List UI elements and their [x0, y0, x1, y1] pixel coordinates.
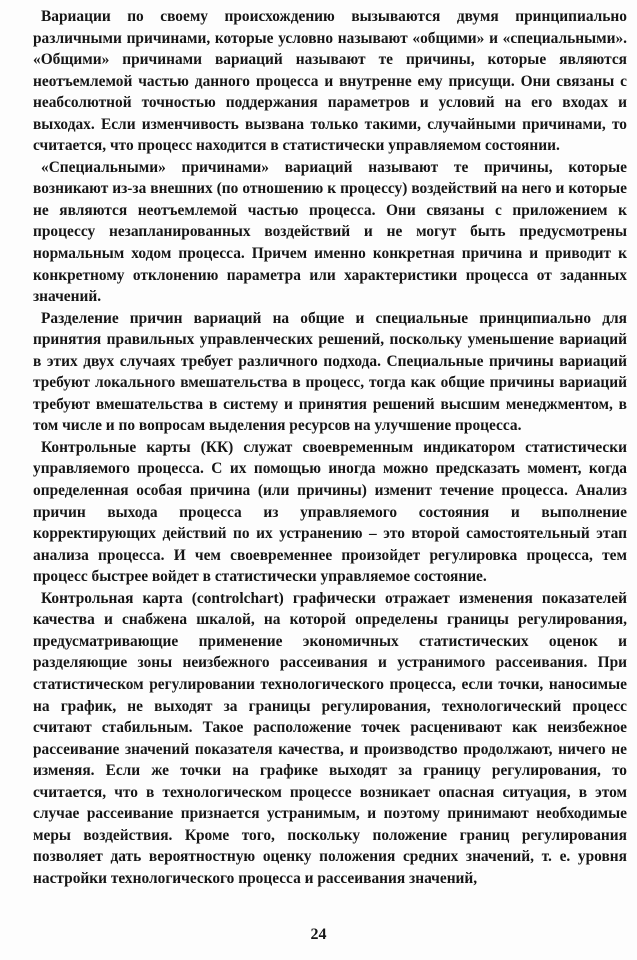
paragraph: Контрольные карты (КК) служат своевременным индикатором статистически управляемого процесса. С их помощью иногда можно предсказать момент, когда определенная особая причина (или причины) изменит течение процесса. Анализ причин выхода процесса из управляемого состояния и выполнение корректирующих действий по их устранению – это второй самостоятельный этап анализа процесса. И чем своевременнее произойдет регулировка процесса, тем процесс быстрее войдет в статистически управляемое состояние.	[33, 438, 627, 586]
paragraph: Контрольная карта (controlchart) графически отражает изменения показателей качества и снабжена шкалой, на которой определены границы регулирования, предусматривающие применение экономичных статистических оценок и разделяющие зоны неизбежного рассеивания и устранимого рассеивания. При статистическом регулировании технологического процесса, если точки, наносимые на график, не выходят за границы регулирования, технологический процесс считают стабильным. Такое расположение точек расценивают как неизбежное рассеивание значений показателя качества, и производство продолжают, ничего не изменяя. Если же точки на графике выходят за границу регулирования, то считается, что в технологическом процессе возникает опасная ситуация, в этом случае рассеивание признается устранимым, и поэтому принимают необходимые меры воздействия. Кроме того, поскольку положение границ регулирования позволяет дать вероятностную оценку положения средних значений, т. е. уровня настройки технологического процесса и рассеивания значений,	[33, 589, 627, 887]
paragraph: Разделение причин вариаций на общие и специальные принципиально для принятия правильных управленческих решений, поскольку уменьшение вариаций в этих двух случаях требует различного подхода. Специальные причины вариаций требуют локального вмешательства в процесс, тогда как общие причины вариаций требуют вмешательства в систему и принятия решений высшим менеджментом, в том числе и по вопросам выделения ресурсов на улучшение процесса.	[33, 309, 627, 435]
body-text	[33, 6, 627, 889]
paragraph: Вариации по своему происхождению вызываются двумя принципиально различными причинами, которые условно называют «общими» и «специальными». «Общими» причинами вариаций называют те причины, которые являются неотъемлемой частью данного процесса и внутренне ему присущи. Они связаны с неабсолютной точностью поддержания параметров и условий на его входах и выходах. Если изменчивость вызвана только такими, случайными причинами, то считается, что процесс находится в статистически управляемом состоянии.	[33, 8, 627, 155]
page-number: 24	[310, 926, 327, 943]
paragraph: «Специальными» причинами» вариаций называют те причины, которые возникают из-за внешних (по отношению к процессу) воздействий на него и которые не являются неотъемлемой частью процесса. Они связаны с приложением к процессу незапланированных воздействий и не могут быть предусмотрены нормальным ходом процесса. Причем именно конкретная причина и приводит к конкретному отклонению параметра или характеристики процесса от заданных значений.	[33, 158, 627, 306]
